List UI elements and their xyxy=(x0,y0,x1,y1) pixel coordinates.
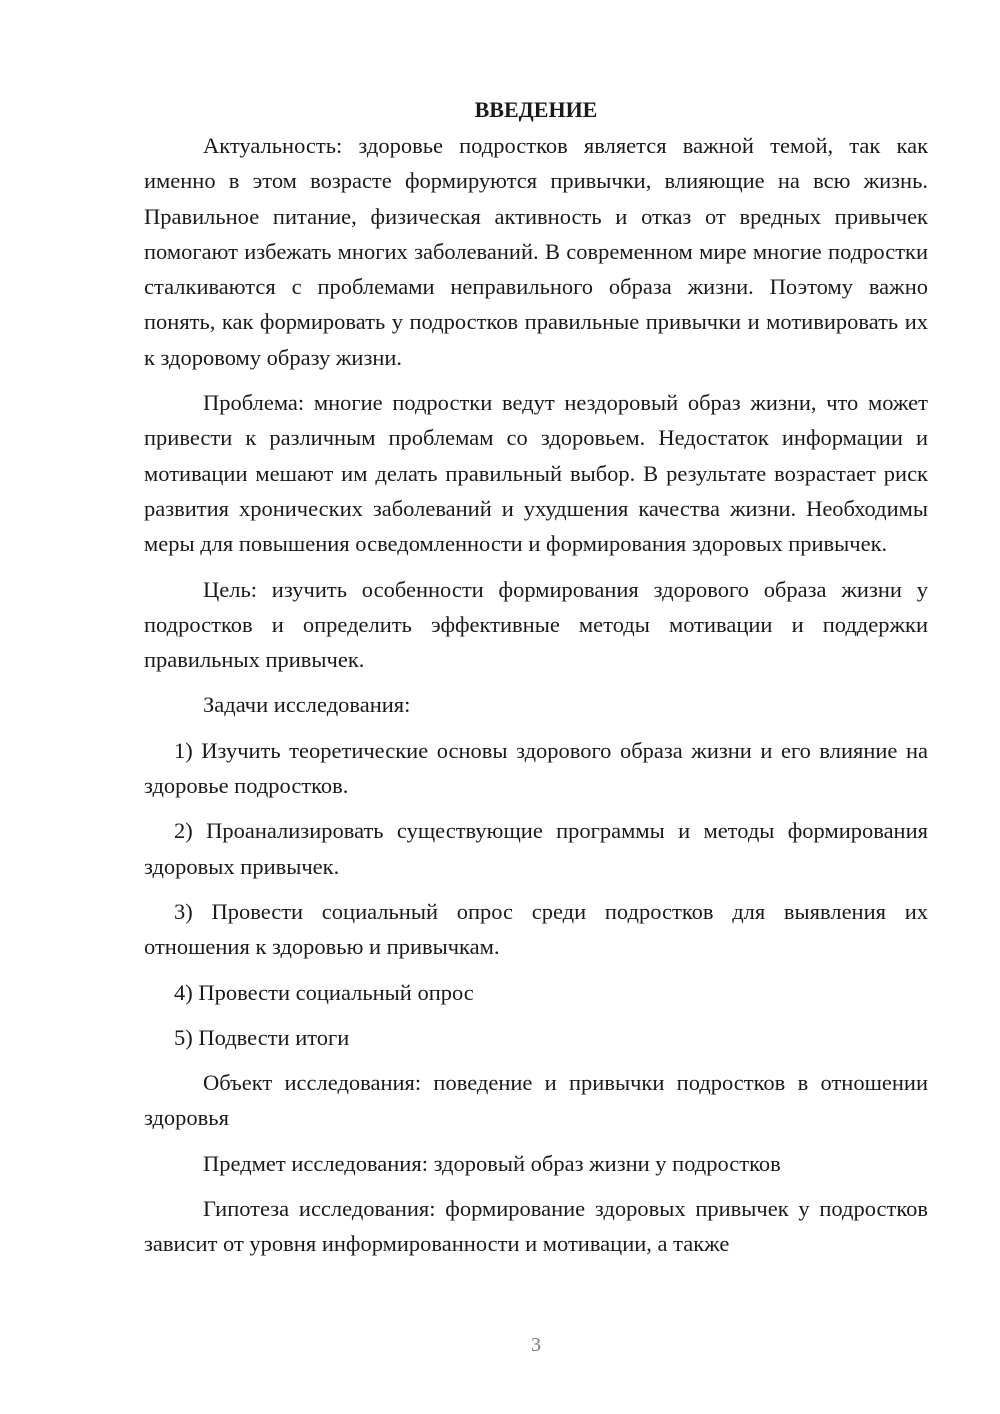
section-title: ВВЕДЕНИЕ xyxy=(474,97,598,122)
document-page xyxy=(144,92,928,1262)
page-number: 3 xyxy=(531,1334,541,1356)
paragraph-object: Объект исследования: поведение и привычки подростков в отношении здоровья xyxy=(144,1070,928,1131)
task-item-3: 3) Провести социальный опрос среди подростков для выявления их отношения к здоровью и привычкам. xyxy=(144,898,928,960)
paragraph-subject: Предмет исследования: здоровый образ жизни у подростков xyxy=(203,1150,781,1176)
paragraph-relevance: Актуальность: здоровье подростков является важной темой, так как именно в этом возрасте формируются привычки, влияющие на всю жизнь. Правильное питание, физическая активность и отказ от вредных привычек помогают избежать многих заболеваний. В современном мире многие подростки сталкиваются с проблемами неправильного образа жизни. Поэтому важно понять, как формировать у подростков правильные привычки и мотивировать их к здоровому образу жизни. xyxy=(144,133,928,370)
task-item-2: 2) Проанализировать существующие программы и методы формирования здоровых привычек. xyxy=(144,818,928,879)
task-item-1: 1) Изучить теоретические основы здорового образа жизни и его влияние на здоровье подростков. xyxy=(144,737,928,799)
paragraph-tasks-heading: Задачи исследования: xyxy=(203,692,411,718)
paragraph-goal: Цель: изучить особенности формирования здорового образа жизни у подростков и определить эффективные методы мотивации и поддержки правильных привычек. xyxy=(144,576,928,673)
task-item-4: 4) Провести социальный опрос xyxy=(174,979,474,1005)
task-item-5: 5) Подвести итоги xyxy=(174,1024,350,1050)
paragraph-problem: Проблема: многие подростки ведут нездоровый образ жизни, что может привести к различным проблемам со здоровьем. Недостаток информации и мотивации мешают им делать правильный выбор. В результате возрастает риск развития хронических заболеваний и ухудшения качества жизни. Необходимы меры для повышения осведомленности и формирования здоровых привычек. xyxy=(144,390,928,557)
paragraph-hypothesis: Гипотеза исследования: формирование здоровых привычек у подростков зависит от уровня информированности и мотивации, а также xyxy=(144,1196,928,1257)
